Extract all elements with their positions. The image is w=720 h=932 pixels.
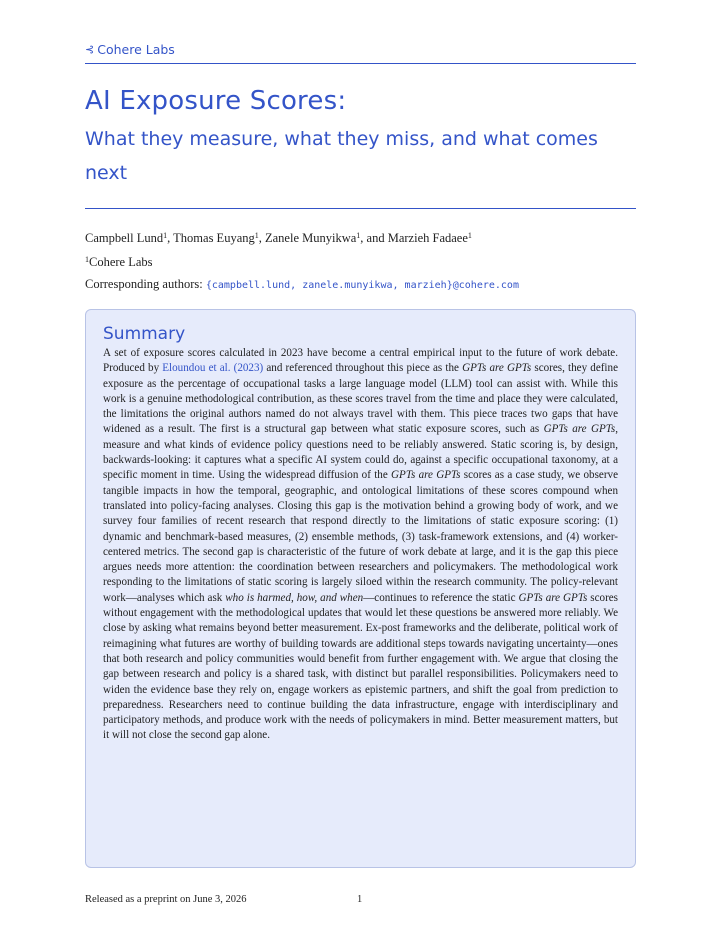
summary-fragment: , measure and what kinds of evidence policy questions need to be reliably answered. Static scoring is, by design, backwards-looking: it captures what a specific AI system could do, against a specific occupational taxonomy, at a specific moment in time. Using the widespread diffusion of the (103, 423, 618, 482)
email-link[interactable]: zanele.munyikwa (302, 280, 393, 291)
summary-emphasis: GPTs are GPTs (518, 591, 588, 604)
summary-emphasis: GPTs are GPTs (543, 423, 616, 436)
brand-name: Cohere Labs (97, 42, 175, 57)
email-link[interactable]: marzieh (404, 280, 447, 291)
email-domain: @cohere.com (452, 280, 519, 291)
author-separator: , and (360, 231, 388, 245)
author-list (85, 231, 472, 246)
summary-box (85, 309, 636, 868)
header-rule (85, 63, 636, 64)
corresponding-label: Corresponding authors: (85, 277, 206, 291)
email-separator: , (290, 280, 303, 291)
affiliation (85, 255, 153, 270)
summary-text (103, 346, 618, 744)
author-separator: , (167, 231, 174, 245)
summary-emphasis: GPTs are GPTs (391, 469, 461, 482)
cohere-logo-icon: ⊰ (85, 43, 95, 56)
page-number: 1 (357, 894, 363, 905)
author-affiliation-mark: 1 (467, 231, 472, 240)
paper-subtitle: What they measure, what they miss, and what comes next (85, 128, 598, 184)
summary-fragment: scores, they define exposure as the percentage of occupational tasks a large language model (LLM) tool can assist with. While this work is a genuine methodological contribution, as these scores travel from the time and place they were calculated, the limitations the original authors named do not always travel with them. This piece traces two gaps that have widened as a result. The first is a structural gap between what static exposure scores, such as (103, 362, 618, 436)
brand-header (85, 42, 175, 57)
paper-title: AI Exposure Scores: (85, 86, 347, 116)
email-brace-close: } (446, 280, 453, 291)
corresponding-authors (85, 277, 519, 292)
email-link[interactable]: campbell.lund (211, 280, 291, 291)
summary-emphasis: who is harmed, how, and when (225, 591, 364, 604)
citation-link[interactable]: Eloundou et al. (2023) (162, 362, 264, 375)
affiliation-mark: 1 (85, 255, 89, 264)
author-separator: , (258, 231, 265, 245)
author-name: Marzieh Fadaee (387, 231, 468, 245)
summary-fragment: A set of exposure scores calculated in 2023 have become a central empirical input to the future of work debate. Produced by (103, 347, 618, 375)
summary-fragment: and referenced throughout this piece as the (263, 362, 463, 375)
author-name: Campbell Lund (85, 231, 164, 245)
email-brace-open: { (205, 280, 212, 291)
author-name: Thomas Euyang (173, 231, 255, 245)
summary-heading: Summary (103, 324, 186, 344)
affiliation-name: Cohere Labs (89, 255, 153, 269)
title-rule (85, 208, 636, 209)
release-note: Released as a preprint on June 3, 2026 (85, 894, 247, 905)
author-affiliation-mark: 1 (254, 231, 259, 240)
email-separator: , (392, 280, 405, 291)
summary-emphasis: GPTs are GPTs (462, 362, 532, 375)
author-name: Zanele Munyikwa (265, 231, 357, 245)
summary-fragment: scores without engagement with the methodological updates that would let these questions be answered more reliably. We close by asking what remains beyond better measurement. Ex-post frameworks and the deliberate, political work of reimagining what futures are worthy of building towards are additional steps towards navigating uncertainty—ones that both research and policy communities would benefit from further engagement with. We argue that closing the gap between research and policy is a shared task, with distinct but parallel responsibilities. Policymakers need to widen the evidence base they rely on, engage workers as epistemic partners, and shift the goal from prediction to preparedness. Researchers need to continue building the data infrastructure, engage with interdisciplinary and participatory methods, and produce work with the needs of policymakers in mind. Better measurement matters, but it will not close the second gap alone. (103, 591, 619, 742)
author-affiliation-mark: 1 (356, 231, 361, 240)
author-affiliation-mark: 1 (163, 231, 168, 240)
summary-fragment: scores as a case study, we observe tangible impacts in how the temporal, geographic, and ontological limitations of these scores compound when translated into policy-facing analyses. Closing this gap is the motivation behind a growing body of work, and we survey four families of recent research that respond directly to the limitations of static exposure scoring: (1) dynamic and benchmark-based measures, (2) ensemble methods, (3) task-framework extensions, and (4) worker-centered metrics. The second gap is characteristic of the future of work debate at large, and it is the gap this piece argues needs more attention: the coordination between researchers and policymakers. The methodological work responding to the limitations of static scoring is largely siloed within the research community. The policy-relevant work—analyses which ask (103, 469, 619, 604)
summary-fragment: —continues to reference the static (363, 591, 519, 604)
